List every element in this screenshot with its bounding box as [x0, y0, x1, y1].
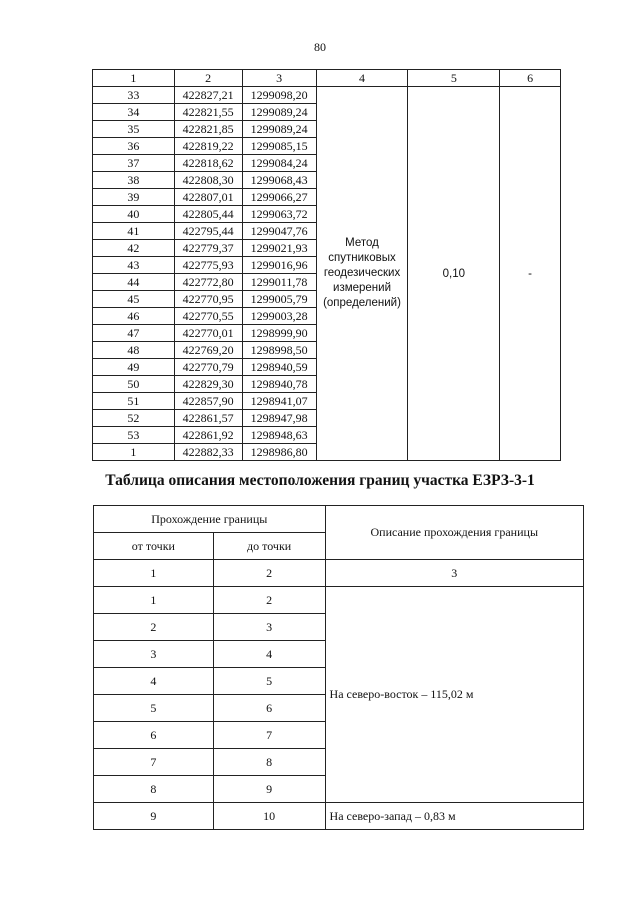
- x-coordinate: 422821,85: [174, 121, 242, 138]
- y-coordinate: 1298940,78: [242, 376, 316, 393]
- y-coordinate: 1299084,24: [242, 155, 316, 172]
- point-number: 38: [93, 172, 175, 189]
- to-point: 4: [213, 641, 325, 668]
- from-point: 6: [94, 722, 214, 749]
- y-coordinate: 1298947,98: [242, 410, 316, 427]
- y-coordinate: 1299011,78: [242, 274, 316, 291]
- from-point: 7: [94, 749, 214, 776]
- boundary-description: На северо-восток – 115,02 м: [325, 587, 583, 803]
- coordinates-table: [92, 69, 561, 461]
- passage-header: Прохождение границы: [94, 506, 326, 533]
- point-number: 50: [93, 376, 175, 393]
- y-coordinate: 1298948,63: [242, 427, 316, 444]
- point-number: 39: [93, 189, 175, 206]
- y-coordinate: 1299016,96: [242, 257, 316, 274]
- method-line: измерений: [333, 282, 392, 294]
- col-header: 6: [500, 70, 561, 87]
- x-coordinate: 422772,80: [174, 274, 242, 291]
- to-point: 10: [213, 803, 325, 830]
- col-header: 3: [242, 70, 316, 87]
- method-line: спутниковых: [328, 252, 396, 264]
- y-coordinate: 1299047,76: [242, 223, 316, 240]
- x-coordinate: 422807,01: [174, 189, 242, 206]
- point-number: 40: [93, 206, 175, 223]
- method-line: (определений): [323, 297, 401, 309]
- point-number: 47: [93, 325, 175, 342]
- y-coordinate: 1299021,93: [242, 240, 316, 257]
- from-point-header: от точки: [94, 533, 214, 560]
- boundary-row: [94, 587, 584, 614]
- x-coordinate: 422805,44: [174, 206, 242, 223]
- x-coordinate: 422861,92: [174, 427, 242, 444]
- from-point: 9: [94, 803, 214, 830]
- to-point: 3: [213, 614, 325, 641]
- point-number: 49: [93, 359, 175, 376]
- from-point: 5: [94, 695, 214, 722]
- to-point: 6: [213, 695, 325, 722]
- to-point: 2: [213, 587, 325, 614]
- from-point: 3: [94, 641, 214, 668]
- accuracy-cell: 0,10: [408, 87, 500, 461]
- point-number: 35: [93, 121, 175, 138]
- point-number: 36: [93, 138, 175, 155]
- point-number: 42: [93, 240, 175, 257]
- from-point: 8: [94, 776, 214, 803]
- point-number: 46: [93, 308, 175, 325]
- y-coordinate: 1298940,59: [242, 359, 316, 376]
- col-header: 1: [93, 70, 175, 87]
- method-cell: [316, 87, 408, 461]
- to-point-header: до точки: [213, 533, 325, 560]
- x-coordinate: 422770,55: [174, 308, 242, 325]
- x-coordinate: 422821,55: [174, 104, 242, 121]
- x-coordinate: 422795,44: [174, 223, 242, 240]
- y-coordinate: 1299089,24: [242, 121, 316, 138]
- point-number: 34: [93, 104, 175, 121]
- section-title: Таблица описания местоположения границ участка ЕЗРЗ-3-1: [105, 472, 535, 489]
- col-header: 2: [174, 70, 242, 87]
- point-number: 48: [93, 342, 175, 359]
- point-number: 41: [93, 223, 175, 240]
- method-line: Метод: [345, 237, 379, 249]
- index-cell: 3: [325, 560, 583, 587]
- y-coordinate: 1299003,28: [242, 308, 316, 325]
- col-header: 5: [408, 70, 500, 87]
- to-point: 5: [213, 668, 325, 695]
- index-cell: 2: [213, 560, 325, 587]
- to-point: 9: [213, 776, 325, 803]
- y-coordinate: 1299089,24: [242, 104, 316, 121]
- boundary-row: [94, 803, 584, 830]
- y-coordinate: 1299085,15: [242, 138, 316, 155]
- index-cell: 1: [94, 560, 214, 587]
- y-coordinate: 1298998,50: [242, 342, 316, 359]
- coordinate-row: [93, 87, 561, 104]
- method-line: геодезических: [323, 267, 401, 279]
- point-number: 33: [93, 87, 175, 104]
- x-coordinate: 422827,21: [174, 87, 242, 104]
- y-coordinate: 1299066,27: [242, 189, 316, 206]
- empty-value-cell: -: [500, 87, 561, 461]
- from-point: 4: [94, 668, 214, 695]
- boundary-description: На северо-запад – 0,83 м: [325, 803, 583, 830]
- x-coordinate: 422770,79: [174, 359, 242, 376]
- from-point: 1: [94, 587, 214, 614]
- to-point: 7: [213, 722, 325, 749]
- x-coordinate: 422829,30: [174, 376, 242, 393]
- x-coordinate: 422818,62: [174, 155, 242, 172]
- point-number: 1: [93, 444, 175, 461]
- col-header: 4: [316, 70, 408, 87]
- y-coordinate: 1299068,43: [242, 172, 316, 189]
- x-coordinate: 422769,20: [174, 342, 242, 359]
- point-number: 51: [93, 393, 175, 410]
- point-number: 43: [93, 257, 175, 274]
- x-coordinate: 422861,57: [174, 410, 242, 427]
- x-coordinate: 422770,01: [174, 325, 242, 342]
- y-coordinate: 1298999,90: [242, 325, 316, 342]
- point-number: 45: [93, 291, 175, 308]
- boundary-description-table: [93, 505, 584, 830]
- x-coordinate: 422770,95: [174, 291, 242, 308]
- y-coordinate: 1298941,07: [242, 393, 316, 410]
- x-coordinate: 422882,33: [174, 444, 242, 461]
- y-coordinate: 1299098,20: [242, 87, 316, 104]
- y-coordinate: 1299005,79: [242, 291, 316, 308]
- point-number: 53: [93, 427, 175, 444]
- description-header: Описание прохождения границы: [325, 506, 583, 560]
- x-coordinate: 422779,37: [174, 240, 242, 257]
- point-number: 52: [93, 410, 175, 427]
- x-coordinate: 422775,93: [174, 257, 242, 274]
- point-number: 44: [93, 274, 175, 291]
- page-number: 80: [314, 40, 326, 54]
- x-coordinate: 422857,90: [174, 393, 242, 410]
- y-coordinate: 1298986,80: [242, 444, 316, 461]
- point-number: 37: [93, 155, 175, 172]
- x-coordinate: 422819,22: [174, 138, 242, 155]
- from-point: 2: [94, 614, 214, 641]
- x-coordinate: 422808,30: [174, 172, 242, 189]
- to-point: 8: [213, 749, 325, 776]
- y-coordinate: 1299063,72: [242, 206, 316, 223]
- coordinates-header-row: [93, 70, 561, 87]
